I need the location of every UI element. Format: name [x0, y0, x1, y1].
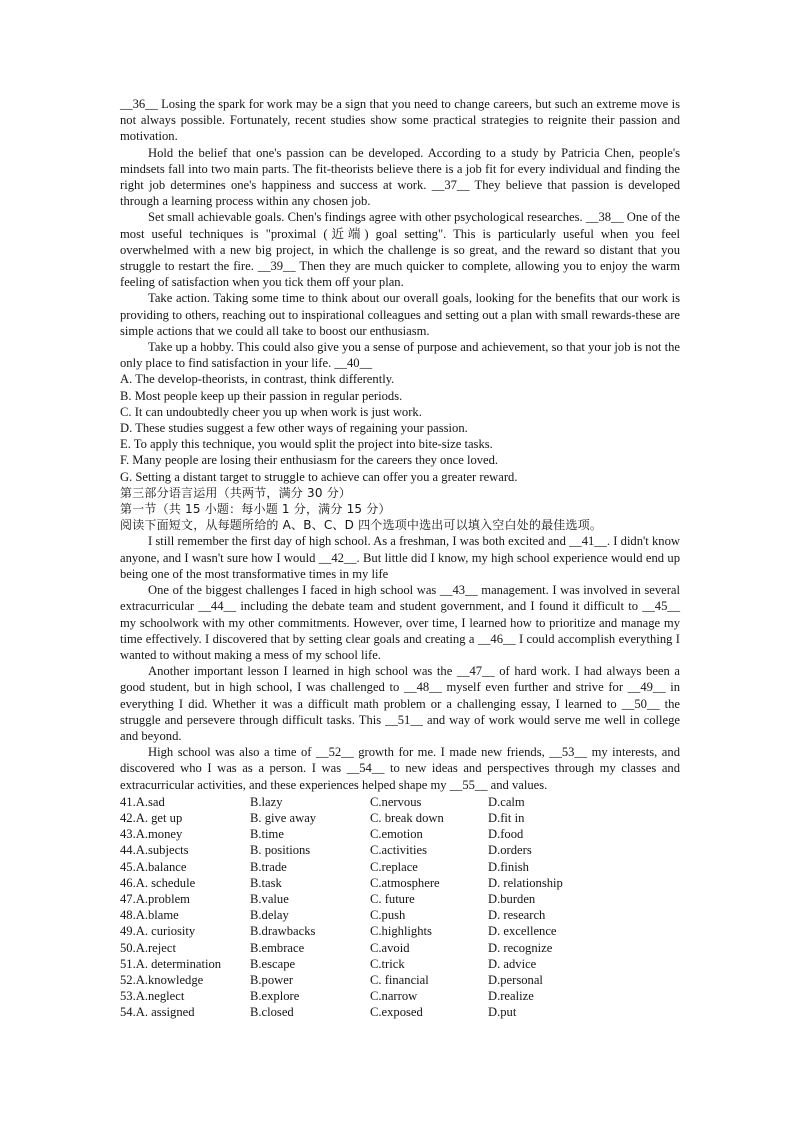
- choice-option-a: 47.A.problem: [120, 891, 190, 906]
- choice-option-c: C.emotion: [370, 827, 423, 842]
- choice-row: [120, 940, 598, 956]
- choice-option-c: C. break down: [370, 810, 444, 825]
- choice-option-c: C.exposed: [370, 1005, 423, 1020]
- section-instruction: 阅读下面短文，从每题所给的 A、B、C、D 四个选项中选出可以填入空白处的最佳选项。: [120, 518, 603, 533]
- choice-row: [120, 972, 598, 988]
- choice-row: [120, 875, 598, 891]
- cloze-paragraph-3: Another important lesson I learned in high school was the __47__ of hard work. I had always been a good student, but in high school, I was challenged to __48__ myself even further and strive for __49__ in everything I did. Whether it was a difficult math problem or a challenging essay, I learned to __50__ the struggle and persevere through difficult tasks. This __51__ and way of work would serve me well in college and beyond.: [120, 664, 680, 743]
- choice-option-a: 51.A. determination: [120, 956, 222, 971]
- reading-option-c: C. It can undoubtedly cheer you up when work is just work.: [120, 404, 422, 419]
- reading-options-list: [120, 371, 680, 484]
- choice-option-a: 41.A.sad: [120, 794, 165, 809]
- choice-option-c: C.trick: [370, 956, 405, 971]
- reading-option-d: D. These studies suggest a few other ways of regaining your passion.: [120, 421, 468, 436]
- cloze-paragraph-1: I still remember the first day of high school. As a freshman, I was both excited and __41__. I didn't know anyone, and I wasn't sure how I would __42__. But little did I know, my high school experience would end up being one of the most transformative times in my life: [120, 534, 680, 581]
- choice-option-d: D.orders: [488, 843, 532, 858]
- choice-option-d: D.burden: [488, 891, 536, 906]
- choice-option-b: B.delay: [250, 908, 289, 923]
- choice-option-d: D. recognize: [488, 940, 553, 955]
- choice-row: [120, 956, 598, 972]
- choice-option-d: D. advice: [488, 956, 537, 971]
- choice-option-c: C.narrow: [370, 989, 418, 1004]
- choice-option-c: C.replace: [370, 859, 418, 874]
- choice-option-b: B.escape: [250, 956, 296, 971]
- cloze-paragraph-2: One of the biggest challenges I faced in high school was __43__ management. I was involved in several extracurricular __44__ including the debate team and student government, and I found it difficult to __45__ my schoolwork with my other commitments. However, over time, I learned how to prioritize and manage my time effectively. I discovered that by setting clear goals and creating a __46__ I could accomplish everything I wanted to without making a mess of my school life.: [120, 583, 680, 662]
- choice-option-b: B.drawbacks: [250, 924, 316, 939]
- reading-option-a: A. The develop-theorists, in contrast, think differently.: [120, 372, 395, 387]
- choice-option-b: B.time: [250, 827, 284, 842]
- reading-option-f: F. Many people are losing their enthusiasm for the careers they once loved.: [120, 453, 499, 468]
- choice-row: [120, 988, 598, 1004]
- choice-option-d: D.realize: [488, 989, 534, 1004]
- choice-option-d: D.put: [488, 1005, 517, 1020]
- choice-option-b: B.value: [250, 891, 289, 906]
- choice-option-d: D. relationship: [488, 875, 563, 890]
- choice-option-a: 45.A.balance: [120, 859, 187, 874]
- part-title: 第三部分语言运用（共两节，满分 30 分）: [120, 485, 352, 500]
- choice-option-a: 48.A.blame: [120, 908, 179, 923]
- choice-option-b: B. positions: [250, 843, 311, 858]
- choice-option-a: 42.A. get up: [120, 810, 183, 825]
- choice-row: [120, 891, 598, 907]
- choice-row: [120, 810, 598, 826]
- choice-option-a: 46.A. schedule: [120, 875, 196, 890]
- reading-paragraph-3: Set small achievable goals. Chen's findings agree with other psychological researches. __38__ One of the most useful techniques is "proximal (近端) goal setting". This is particularly useful when you feel overwhelmed with a new big project, in which the challenge is so great, and the reward so distant that you struggle to restart the fire. __39__ Then they are much quicker to complete, allowing you to enjoy the warm feeling of satisfaction when you tick them off your plan.: [120, 210, 680, 290]
- subsection-title: 第一节（共 15 小题：每小题 1 分，满分 15 分）: [120, 502, 391, 517]
- choice-row: [120, 794, 598, 810]
- choice-option-d: D.food: [488, 827, 524, 842]
- choice-option-c: C. future: [370, 891, 415, 906]
- choice-option-d: D.calm: [488, 794, 525, 809]
- reading-option-e: E. To apply this technique, you would split the project into bite-size tasks.: [120, 437, 493, 452]
- choice-option-d: D.fit in: [488, 810, 525, 825]
- choice-option-d: D.personal: [488, 972, 543, 987]
- choice-option-a: 50.A.reject: [120, 940, 176, 955]
- choice-row: [120, 923, 598, 939]
- choice-option-a: 44.A.subjects: [120, 843, 189, 858]
- choice-option-d: D. excellence: [488, 924, 557, 939]
- choice-option-b: B.power: [250, 972, 294, 987]
- choice-option-b: B.lazy: [250, 794, 283, 809]
- choice-option-c: C.activities: [370, 843, 428, 858]
- choice-option-b: B.trade: [250, 859, 287, 874]
- choice-option-a: 54.A. assigned: [120, 1005, 195, 1020]
- choice-option-b: B.embrace: [250, 940, 305, 955]
- choice-option-a: 52.A.knowledge: [120, 972, 204, 987]
- choice-option-b: B. give away: [250, 810, 317, 825]
- reading-option-b: B. Most people keep up their passion in regular periods.: [120, 388, 403, 403]
- cloze-choices-table: [120, 794, 598, 1021]
- reading-paragraph-1: __36__ Losing the spark for work may be a sign that you need to change careers, but such an extreme move is not always possible. Fortunately, recent studies show some practical strategies to reignite their passion and motivation.: [120, 97, 680, 144]
- choice-option-c: C.nervous: [370, 794, 422, 809]
- reading-paragraph-5: Take up a hobby. This could also give you a sense of purpose and achievement, so that your job is not the only place to find satisfaction in your life. __40__: [120, 340, 680, 371]
- choice-row: [120, 907, 598, 923]
- choice-option-c: C.push: [370, 908, 406, 923]
- choice-option-a: 43.A.money: [120, 827, 183, 842]
- choice-option-b: B.closed: [250, 1005, 294, 1020]
- reading-option-g: G. Setting a distant target to struggle to achieve can offer you a greater reward.: [120, 469, 518, 484]
- choice-option-d: D. research: [488, 908, 546, 923]
- choice-option-c: C.highlights: [370, 924, 432, 939]
- choice-option-b: B.task: [250, 875, 282, 890]
- choice-option-c: C.atmosphere: [370, 875, 440, 890]
- choice-option-a: 53.A.neglect: [120, 989, 185, 1004]
- choice-option-d: D.finish: [488, 859, 529, 874]
- choice-option-c: C. financial: [370, 972, 429, 987]
- choice-row: [120, 859, 598, 875]
- choice-option-c: C.avoid: [370, 940, 410, 955]
- choice-row: [120, 826, 598, 842]
- choice-row: [120, 842, 598, 858]
- choice-option-b: B.explore: [250, 989, 300, 1004]
- reading-paragraph-2: Hold the belief that one's passion can be developed. According to a study by Patricia Chen, people's mindsets fall into two main parts. The fit-theorists believe there is a job fit for every individual and finding the right job determines one's happiness and success at work. __37__ They believe that passion is developed through a learning process within any chosen job.: [120, 145, 680, 209]
- choice-row: [120, 1004, 598, 1020]
- reading-paragraph-4: Take action. Taking some time to think about our overall goals, looking for the benefits that our work is providing to others, reaching out to inspirational colleagues and setting out a plan with small rewards-these are simple actions that we could all take to boost our enthusiasm.: [120, 291, 680, 338]
- choice-option-a: 49.A. curiosity: [120, 924, 196, 939]
- cloze-paragraph-4: High school was also a time of __52__ growth for me. I made new friends, __53__ my interests, and discovered who I was as a person. I was __54__ to new ideas and perspectives through my classes and extracurricular activities, and these experiences helped shape my __55__ and values.: [120, 745, 680, 792]
